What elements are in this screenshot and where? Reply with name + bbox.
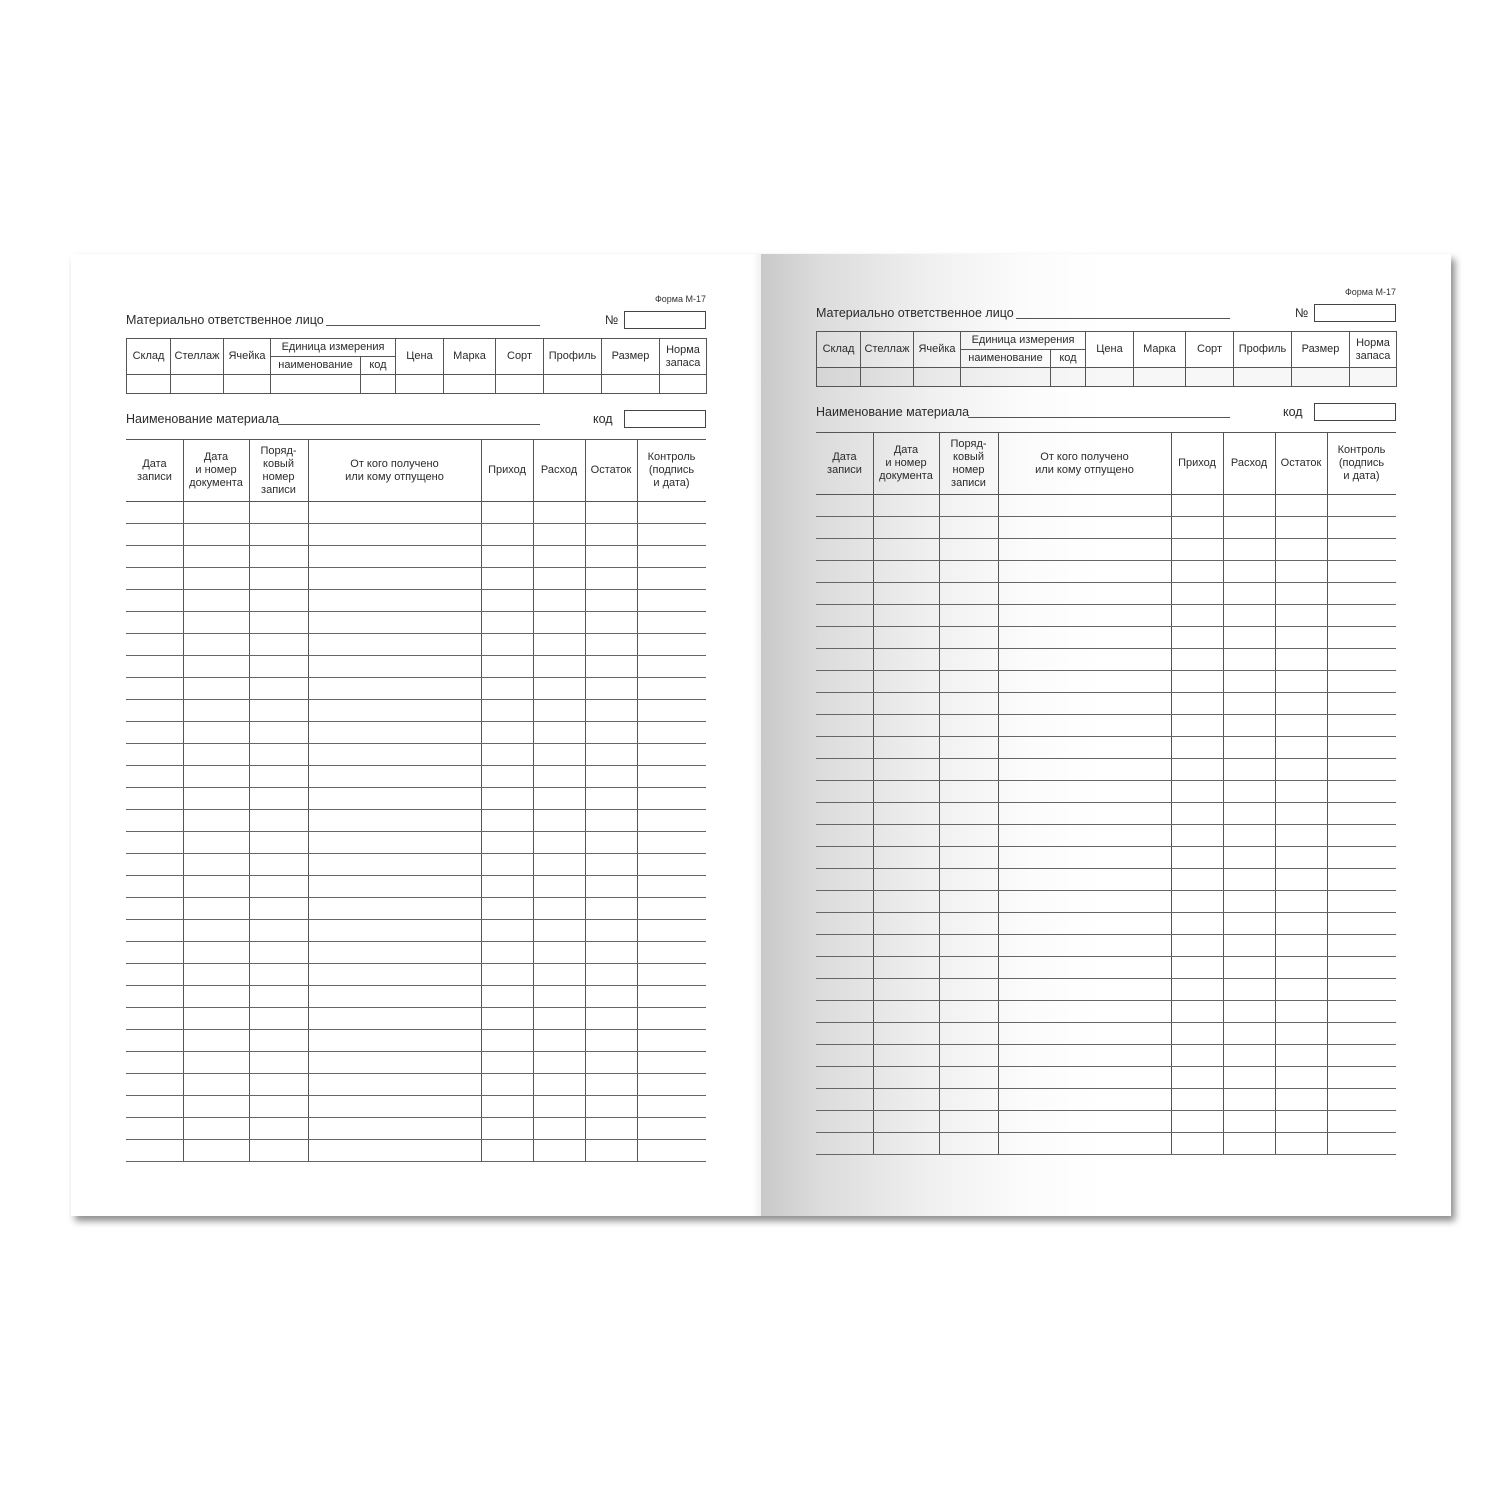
journal-row-line	[126, 787, 706, 788]
journal-col-header-line: Приход	[1178, 457, 1216, 469]
col-header: Норма запаса	[1350, 332, 1397, 368]
entry-cell[interactable]	[1051, 368, 1086, 387]
journal-col-header-line: документа	[879, 470, 933, 482]
journal-col-header-text	[648, 451, 696, 490]
journal-col-divider	[873, 495, 874, 1155]
journal-row-line	[126, 1139, 706, 1140]
col-header: Склад	[817, 332, 861, 368]
responsible-person-field[interactable]	[1016, 318, 1230, 319]
journal-col-header	[873, 433, 939, 494]
open-form-book	[71, 254, 1451, 1216]
journal-col-divider	[637, 502, 638, 1162]
journal-col-header-line: Дата	[893, 444, 919, 456]
material-name-label: Наименование материала	[816, 405, 970, 419]
journal-row-line	[816, 626, 1396, 627]
journal-row-line	[126, 831, 706, 832]
responsible-person-label: Материально ответственное лицо	[816, 306, 1014, 320]
entry-cell[interactable]	[271, 375, 361, 394]
journal-col-header	[1327, 433, 1396, 494]
journal-col-header	[1223, 433, 1275, 494]
entry-cell[interactable]	[1350, 368, 1397, 387]
journal-col-header-line: записи	[261, 483, 296, 496]
journal-col-header-text	[1035, 451, 1134, 477]
col-header: Норма запаса	[660, 339, 707, 375]
journal-row-line	[126, 567, 706, 568]
journal-row-line	[816, 978, 1396, 979]
journal-col-header-line: Расход	[1230, 457, 1268, 469]
right-page	[761, 254, 1451, 1216]
journal-col-header-line: и номер	[195, 464, 237, 476]
col-header: Марка	[444, 339, 496, 375]
journal-row-line	[816, 934, 1396, 935]
journal-col-divider	[1223, 433, 1224, 494]
material-name-field[interactable]	[278, 424, 540, 425]
journal-col-header	[585, 440, 637, 501]
journal-col-header-line: и дата)	[653, 477, 690, 489]
journal-row-line	[126, 919, 706, 920]
journal-col-header	[1275, 433, 1327, 494]
journal-row-line	[126, 1117, 706, 1118]
journal-col-header-line: Поряд-	[950, 437, 987, 450]
journal-row-line	[126, 1161, 706, 1162]
journal-col-divider	[533, 502, 534, 1162]
journal-col-header-text	[260, 445, 296, 497]
journal-row-line	[816, 1022, 1396, 1023]
responsible-person-row	[126, 308, 706, 330]
code-box[interactable]	[1314, 403, 1396, 421]
journal-col-header-line: номер	[262, 470, 295, 483]
journal-row-line	[816, 956, 1396, 957]
journal-col-header-text	[879, 444, 933, 483]
journal-row-line	[816, 846, 1396, 847]
entry-cell[interactable]	[127, 375, 171, 394]
journal-col-header-text	[1281, 457, 1322, 470]
journal-col-header-line: Контроль	[1337, 444, 1386, 456]
journal-row-line	[816, 890, 1396, 891]
responsible-person-field[interactable]	[326, 325, 540, 326]
journal-body	[126, 502, 706, 1162]
journal-row-line	[126, 523, 706, 524]
col-header: Цена	[1086, 332, 1134, 368]
col-subheader: код	[1051, 350, 1086, 368]
journal-row-line	[816, 538, 1396, 539]
col-header: Ячейка	[224, 339, 271, 375]
journal-row-line	[816, 1110, 1396, 1111]
journal-row-line	[816, 1154, 1396, 1155]
journal-col-header-line: записи	[951, 476, 986, 489]
journal-col-header-text	[827, 451, 862, 477]
journal-col-header-line: Контроль	[647, 451, 696, 463]
col-header: Стеллаж	[861, 332, 914, 368]
journal-col-header	[126, 440, 183, 501]
stock-card-header-table	[816, 331, 1397, 387]
material-name-label: Наименование материала	[126, 412, 280, 426]
journal-row-line	[816, 648, 1396, 649]
material-name-field[interactable]	[968, 417, 1230, 418]
col-header: Марка	[1134, 332, 1186, 368]
journal-row-line	[126, 633, 706, 634]
journal-col-header-line: От кого получено	[1040, 450, 1129, 463]
code-box[interactable]	[624, 410, 706, 428]
journal-col-header-line: От кого получено	[350, 457, 439, 470]
entry-cell[interactable]	[496, 375, 544, 394]
journal-col-header	[816, 433, 873, 494]
journal-col-divider	[637, 440, 638, 501]
journal-row-line	[816, 560, 1396, 561]
journal-col-header-line: (подпись	[1338, 457, 1385, 469]
col-header: Размер	[1292, 332, 1350, 368]
col-header: Стеллаж	[171, 339, 224, 375]
journal-col-header	[998, 433, 1171, 494]
journal-row-line	[816, 824, 1396, 825]
journal-row-line	[816, 516, 1396, 517]
entry-cell[interactable]	[544, 375, 602, 394]
journal-row-line	[816, 1132, 1396, 1133]
number-label: №	[1295, 306, 1309, 320]
col-header: Склад	[127, 339, 171, 375]
entry-cell[interactable]	[224, 375, 271, 394]
movement-journal	[816, 432, 1396, 1155]
journal-row-line	[816, 670, 1396, 671]
journal-row-line	[816, 1000, 1396, 1001]
entry-cell[interactable]	[444, 375, 496, 394]
journal-row-line	[126, 545, 706, 546]
code-label: код	[593, 412, 613, 426]
journal-col-header-text	[488, 464, 526, 477]
journal-row-line	[816, 780, 1396, 781]
entry-cell[interactable]	[861, 368, 914, 387]
journal-row-line	[816, 868, 1396, 869]
journal-row-line	[126, 743, 706, 744]
col-header: Сорт	[1186, 332, 1234, 368]
journal-col-header-line: Приход	[488, 464, 526, 476]
journal-row-line	[126, 699, 706, 700]
journal-col-header-text	[137, 458, 172, 484]
col-subheader: наименование	[271, 357, 361, 375]
journal-col-header	[939, 433, 998, 494]
entry-cell[interactable]	[171, 375, 224, 394]
journal-col-header-text	[189, 451, 243, 490]
journal-col-divider	[998, 433, 999, 494]
number-box[interactable]	[1314, 304, 1396, 322]
journal-col-header-text	[345, 458, 444, 484]
journal-col-header	[481, 440, 533, 501]
journal-col-header-line: Дата	[832, 450, 857, 463]
left-page	[71, 254, 761, 1216]
entry-cell[interactable]	[1292, 368, 1350, 387]
journal-col-divider	[939, 495, 940, 1155]
journal-col-divider	[308, 502, 309, 1162]
responsible-person-row	[816, 301, 1396, 323]
journal-col-divider	[939, 433, 940, 494]
journal-row-line	[816, 1088, 1396, 1089]
col-header: Ячейка	[914, 332, 961, 368]
stock-card-header-table	[126, 338, 707, 394]
journal-col-header-text	[950, 438, 986, 490]
journal-row-line	[126, 941, 706, 942]
journal-col-divider	[1275, 433, 1276, 494]
journal-row-line	[816, 582, 1396, 583]
col-header: Профиль	[544, 339, 602, 375]
journal-row-line	[816, 1044, 1396, 1045]
journal-col-header-text	[1231, 457, 1267, 470]
journal-col-divider	[1327, 495, 1328, 1155]
journal-row-line	[816, 912, 1396, 913]
col-header: Размер	[602, 339, 660, 375]
journal-col-header-line: документа	[189, 477, 243, 489]
entry-cell[interactable]	[914, 368, 961, 387]
journal-col-header-line: Расход	[540, 464, 578, 476]
journal-row-line	[126, 963, 706, 964]
journal-row-line	[126, 853, 706, 854]
responsible-person-label: Материально ответственное лицо	[126, 313, 324, 327]
journal-row-line	[816, 736, 1396, 737]
journal-header	[816, 432, 1396, 495]
journal-col-header-line: ковый	[263, 457, 294, 470]
col-header: Единица измерения	[961, 332, 1086, 350]
journal-row-line	[126, 875, 706, 876]
journal-row-line	[816, 714, 1396, 715]
code-label: код	[1283, 405, 1303, 419]
journal-row-line	[816, 604, 1396, 605]
journal-row-line	[126, 677, 706, 678]
journal-col-header-line: ковый	[953, 450, 984, 463]
journal-col-header	[308, 440, 481, 501]
journal-row-line	[126, 897, 706, 898]
journal-row-line	[126, 809, 706, 810]
journal-col-header-line: Остаток	[590, 464, 632, 476]
col-subheader: код	[361, 357, 396, 375]
journal-row-line	[126, 765, 706, 766]
col-header: Цена	[396, 339, 444, 375]
col-header: Единица измерения	[271, 339, 396, 357]
journal-col-divider	[249, 440, 250, 501]
journal-col-header	[249, 440, 308, 501]
journal-col-divider	[1223, 495, 1224, 1155]
entry-cell[interactable]	[361, 375, 396, 394]
number-box[interactable]	[624, 311, 706, 329]
journal-col-divider	[533, 440, 534, 501]
journal-col-header-line: или кому отпущено	[345, 470, 444, 483]
journal-col-divider	[183, 440, 184, 501]
journal-col-header	[533, 440, 585, 501]
header-table-entry-row	[817, 368, 1397, 387]
journal-row-line	[126, 1007, 706, 1008]
journal-row-line	[126, 721, 706, 722]
journal-col-header-text	[1178, 457, 1216, 470]
journal-row-line	[816, 692, 1396, 693]
journal-col-divider	[1275, 495, 1276, 1155]
journal-row-line	[816, 1066, 1396, 1067]
journal-col-divider	[585, 440, 586, 501]
journal-col-header-line: и дата)	[1343, 470, 1380, 482]
journal-col-divider	[873, 433, 874, 494]
journal-row-line	[126, 985, 706, 986]
journal-row-line	[126, 1029, 706, 1030]
entry-cell[interactable]	[660, 375, 707, 394]
header-table-entry-row	[127, 375, 707, 394]
journal-col-divider	[585, 502, 586, 1162]
number-label: №	[605, 313, 619, 327]
journal-col-header-text	[591, 464, 632, 477]
journal-row-line	[126, 589, 706, 590]
material-name-row	[126, 407, 706, 429]
journal-col-divider	[1171, 495, 1172, 1155]
material-name-row	[816, 400, 1396, 422]
journal-col-header-line: (подпись	[648, 464, 695, 476]
entry-cell[interactable]	[1134, 368, 1186, 387]
col-subheader: наименование	[961, 350, 1051, 368]
entry-cell[interactable]	[602, 375, 660, 394]
entry-cell[interactable]	[817, 368, 861, 387]
journal-col-header-line: Остаток	[1280, 457, 1322, 469]
journal-col-divider	[1327, 433, 1328, 494]
journal-col-divider	[481, 502, 482, 1162]
journal-header	[126, 439, 706, 502]
journal-col-header	[1171, 433, 1223, 494]
col-header: Профиль	[1234, 332, 1292, 368]
journal-col-header-line: записи	[827, 463, 862, 476]
journal-col-header-text	[541, 464, 577, 477]
entry-cell[interactable]	[961, 368, 1051, 387]
entry-cell[interactable]	[1186, 368, 1234, 387]
journal-row-line	[816, 758, 1396, 759]
entry-cell[interactable]	[1086, 368, 1134, 387]
journal-col-divider	[481, 440, 482, 501]
journal-col-header-line: и номер	[885, 457, 927, 469]
journal-col-header	[637, 440, 706, 501]
journal-col-header-text	[1338, 444, 1386, 483]
journal-col-divider	[183, 502, 184, 1162]
journal-row-line	[126, 1095, 706, 1096]
journal-row-line	[126, 655, 706, 656]
journal-row-line	[816, 802, 1396, 803]
journal-row-line	[126, 1073, 706, 1074]
form-code: Форма М-17	[654, 294, 706, 304]
col-header: Сорт	[496, 339, 544, 375]
journal-col-header-line: Дата	[142, 457, 167, 470]
entry-cell[interactable]	[1234, 368, 1292, 387]
journal-col-divider	[998, 495, 999, 1155]
journal-col-divider	[308, 440, 309, 501]
journal-col-header	[183, 440, 249, 501]
journal-col-header-line: номер	[952, 463, 985, 476]
journal-col-header-line: или кому отпущено	[1035, 463, 1134, 476]
journal-row-line	[126, 1051, 706, 1052]
entry-cell[interactable]	[396, 375, 444, 394]
journal-col-header-line: Дата	[203, 451, 229, 463]
journal-col-header-line: Поряд-	[260, 444, 297, 457]
journal-col-header-line: записи	[137, 470, 172, 483]
movement-journal	[126, 439, 706, 1162]
journal-col-divider	[249, 502, 250, 1162]
journal-row-line	[126, 611, 706, 612]
journal-col-divider	[1171, 433, 1172, 494]
form-code: Форма М-17	[1344, 287, 1396, 297]
journal-body	[816, 495, 1396, 1155]
